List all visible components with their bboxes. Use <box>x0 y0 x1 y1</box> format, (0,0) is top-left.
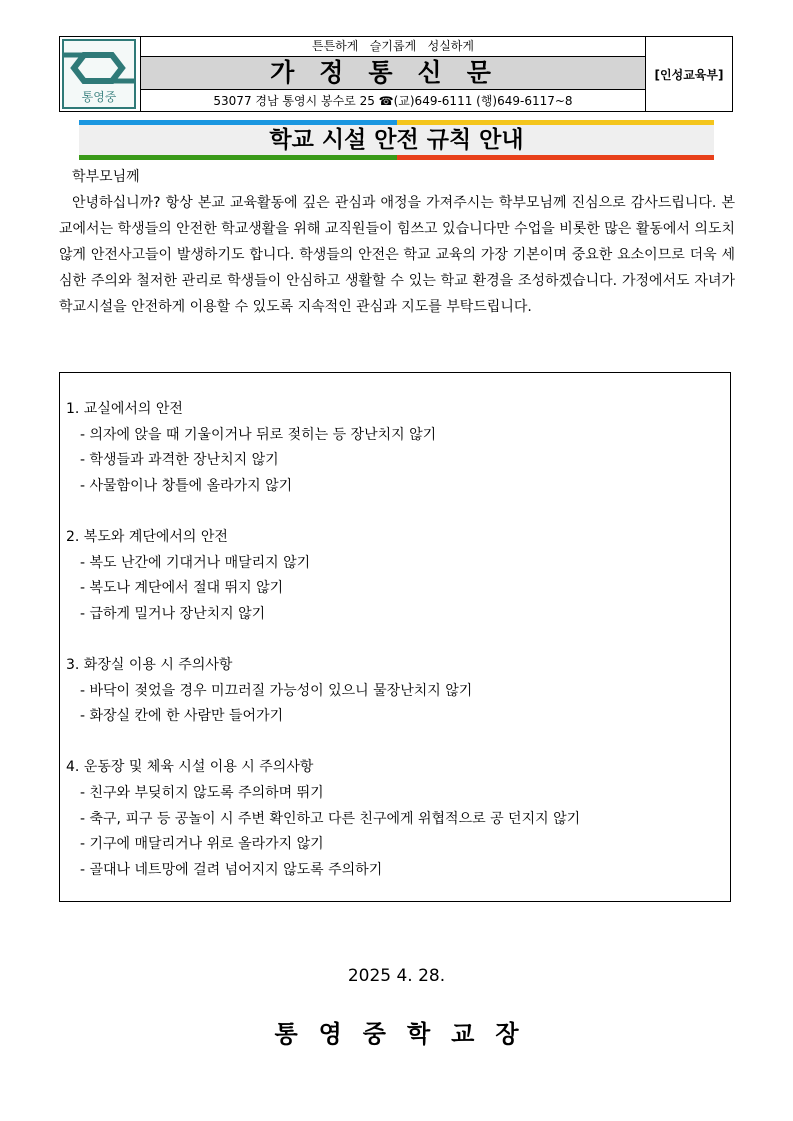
department-label: [인성교육부] <box>646 37 733 112</box>
rule-item: - 친구와 부딪히지 않도록 주의하며 뛰기 <box>80 784 324 801</box>
rule-heading: 3. 화장실 이용 시 주의사항 <box>66 656 233 673</box>
rule-item: - 급하게 밀거나 장난치지 않기 <box>80 605 266 622</box>
rule-section <box>66 755 724 883</box>
rule-item: - 기구에 매달리거나 위로 올라가지 않기 <box>80 836 324 853</box>
school-emblem-icon <box>64 41 134 107</box>
rule-item: - 복도나 계단에서 절대 뛰지 않기 <box>80 580 284 597</box>
rule-item: - 사물함이나 창틀에 올라가지 않기 <box>80 477 293 494</box>
notice-title: 학교 시설 안전 규칙 안내 <box>269 127 524 153</box>
rule-heading: 2. 복도와 계단에서의 안전 <box>66 528 228 545</box>
rule-section <box>66 653 724 730</box>
svg-text:통영중: 통영중 <box>81 90 117 104</box>
letter-body: 안녕하십니까? 항상 본교 교육활동에 깊은 관심과 애정을 가져주시는 학부모님께 진심으로 감사드립니다. 본교에서는 학생들의 안전한 학교생활을 위해 교직원들이 힘쓰고 있습니다만 수업을 비롯한 많은 활동에서 의도치 않게 안전사고들이 발생하기도 합니다. 학생들의 안전은 학교 교육의 가장 기본이며 중요한 요소이므로 더욱 세심한 주의와 철저한 관리로 학생들이 안심하고 생활할 수 있는 학교 환경을 조성하겠습니다. 가정에서도 자녀가 학교시설을 안전하게 이용할 수 있도록 지속적인 관심과 지도를 부탁드립니다. <box>59 195 735 315</box>
school-address: 53077 경남 통영시 봉수로 25 ☎(교)649-6111 (행)649-6117~8 <box>141 90 646 112</box>
rule-item: - 복도 난간에 기대거나 매달리지 않기 <box>80 554 311 571</box>
logo-cell <box>60 37 141 112</box>
rule-item: - 골대나 네트망에 걸려 넘어지지 않도록 주의하기 <box>80 861 383 878</box>
rule-item: - 축구, 피구 등 공놀이 시 주변 확인하고 다른 친구에게 위협적으로 공 던지지 않기 <box>80 810 581 827</box>
rule-item: - 의자에 앉을 때 기울이거나 뒤로 젖히는 등 장난치지 않기 <box>80 426 437 443</box>
rule-heading: 4. 운동장 및 체육 시설 이용 시 주의사항 <box>66 759 314 776</box>
banner-bar-red <box>397 155 715 160</box>
school-motto: 튼튼하게 슬기롭게 성실하게 <box>141 37 646 57</box>
rule-section <box>66 397 724 499</box>
banner-bar-green <box>79 155 397 160</box>
rule-section <box>66 525 724 627</box>
salutation: 학부모님께 <box>72 169 140 185</box>
school-logo <box>62 39 136 109</box>
rule-item: - 화장실 칸에 한 사람만 들어가기 <box>80 708 284 725</box>
rule-heading: 1. 교실에서의 안전 <box>66 401 183 417</box>
letterhead <box>59 36 733 112</box>
document-title: 가정통신문 <box>141 56 646 90</box>
safety-rules-box <box>59 372 731 902</box>
title-banner <box>79 120 714 160</box>
principal-signature: 통영중학교장 <box>274 1019 540 1048</box>
rule-item: - 학생들과 과격한 장난치지 않기 <box>80 452 279 469</box>
rule-item: - 바닥이 젖었을 경우 미끄러질 가능성이 있으니 물장난치지 않기 <box>80 682 473 699</box>
issue-date: 2025 4. 28. <box>347 966 446 986</box>
